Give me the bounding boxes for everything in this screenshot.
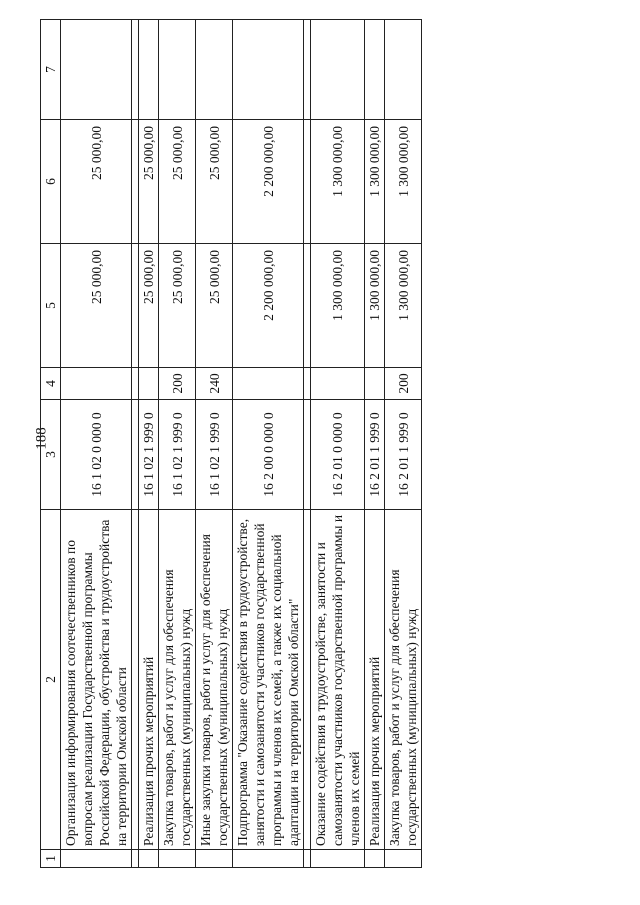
cell-amount-5: 1 300 000,00 <box>311 244 365 368</box>
budget-table-sheet <box>40 20 572 868</box>
table-row <box>385 20 422 868</box>
cell-name: Иные закупки товаров, работ и услуг для обеспечения государственных (муниципальных) нужд <box>196 510 233 850</box>
cell-name: Реализация прочих мероприятий <box>139 510 159 850</box>
cell-name: Оказание содействия в трудоустройстве, занятости и самозанятости участников государственной программы и членов их семей <box>311 510 365 850</box>
column-header-1: 1 <box>41 850 61 868</box>
cell-amount-5: 1 300 000,00 <box>385 244 422 368</box>
cell-col1 <box>311 850 365 868</box>
cell-name: Подпрограмма "Оказание содействия в трудоустройстве, занятости и самозанятости участников государственной программы и членов их семей, а также их социальной адаптации на территории Омской области" <box>233 510 304 850</box>
cell-col1 <box>196 850 233 868</box>
table-header-row <box>41 20 61 868</box>
cell-amount-6: 2 200 000,00 <box>233 120 304 244</box>
table-row <box>139 20 159 868</box>
cell-code: 16 2 01 1 999 0 <box>385 400 422 510</box>
table-row <box>233 20 304 868</box>
cell-col1 <box>139 850 159 868</box>
cell-name: Закупка товаров, работ и услуг для обеспечения государственных (муниципальных) нужд <box>385 510 422 850</box>
cell-amount-5: 1 300 000,00 <box>365 244 385 368</box>
cell-type <box>311 368 365 400</box>
column-header-4: 4 <box>41 368 61 400</box>
cell-amount-6: 25 000,00 <box>196 120 233 244</box>
table-spacer-row <box>304 20 311 868</box>
cell-amount-5: 2 200 000,00 <box>233 244 304 368</box>
cell-type <box>139 368 159 400</box>
cell-col1 <box>159 850 196 868</box>
table-spacer-row <box>132 20 139 868</box>
cell-code: 16 2 01 0 000 0 <box>311 400 365 510</box>
cell-type: 240 <box>196 368 233 400</box>
cell-amount-6: 25 000,00 <box>61 120 132 244</box>
table-row <box>159 20 196 868</box>
column-header-6: 6 <box>41 120 61 244</box>
cell-type: 200 <box>385 368 422 400</box>
page-number: 188 <box>33 427 50 450</box>
cell-amount-6: 25 000,00 <box>139 120 159 244</box>
column-header-7: 7 <box>41 20 61 120</box>
table-row <box>196 20 233 868</box>
cell-amount-5: 25 000,00 <box>196 244 233 368</box>
cell-code: 16 1 02 1 999 0 <box>159 400 196 510</box>
cell-amount-6: 1 300 000,00 <box>365 120 385 244</box>
cell-col7 <box>61 20 132 120</box>
cell-type <box>61 368 132 400</box>
cell-code: 16 1 02 0 000 0 <box>61 400 132 510</box>
cell-type <box>365 368 385 400</box>
cell-col7 <box>159 20 196 120</box>
column-header-3: 3 <box>41 400 61 510</box>
cell-amount-5: 25 000,00 <box>139 244 159 368</box>
cell-name: Организация информирования соотечественников по вопросам реализации Государственной программы Российской Федерации, обустройства и трудоустройства на территории Омской области <box>61 510 132 850</box>
cell-col7 <box>196 20 233 120</box>
table-row <box>311 20 365 868</box>
cell-col7 <box>365 20 385 120</box>
cell-code: 16 2 00 0 000 0 <box>233 400 304 510</box>
cell-col7 <box>385 20 422 120</box>
cell-amount-5: 25 000,00 <box>61 244 132 368</box>
column-header-2: 2 <box>41 510 61 850</box>
budget-table <box>40 19 422 868</box>
cell-name: Закупка товаров, работ и услуг для обеспечения государственных (муниципальных) нужд <box>159 510 196 850</box>
cell-col1 <box>385 850 422 868</box>
cell-amount-6: 25 000,00 <box>159 120 196 244</box>
cell-amount-6: 1 300 000,00 <box>385 120 422 244</box>
cell-col1 <box>365 850 385 868</box>
cell-amount-6: 1 300 000,00 <box>311 120 365 244</box>
cell-col1 <box>233 850 304 868</box>
table-row <box>61 20 132 868</box>
cell-col7 <box>311 20 365 120</box>
cell-col1 <box>61 850 132 868</box>
column-header-5: 5 <box>41 244 61 368</box>
cell-code: 16 2 01 1 999 0 <box>365 400 385 510</box>
cell-col7 <box>139 20 159 120</box>
cell-col7 <box>233 20 304 120</box>
cell-code: 16 1 02 1 999 0 <box>139 400 159 510</box>
cell-code: 16 1 02 1 999 0 <box>196 400 233 510</box>
table-row <box>365 20 385 868</box>
cell-type: 200 <box>159 368 196 400</box>
cell-name: Реализация прочих мероприятий <box>365 510 385 850</box>
cell-type <box>233 368 304 400</box>
cell-amount-5: 25 000,00 <box>159 244 196 368</box>
